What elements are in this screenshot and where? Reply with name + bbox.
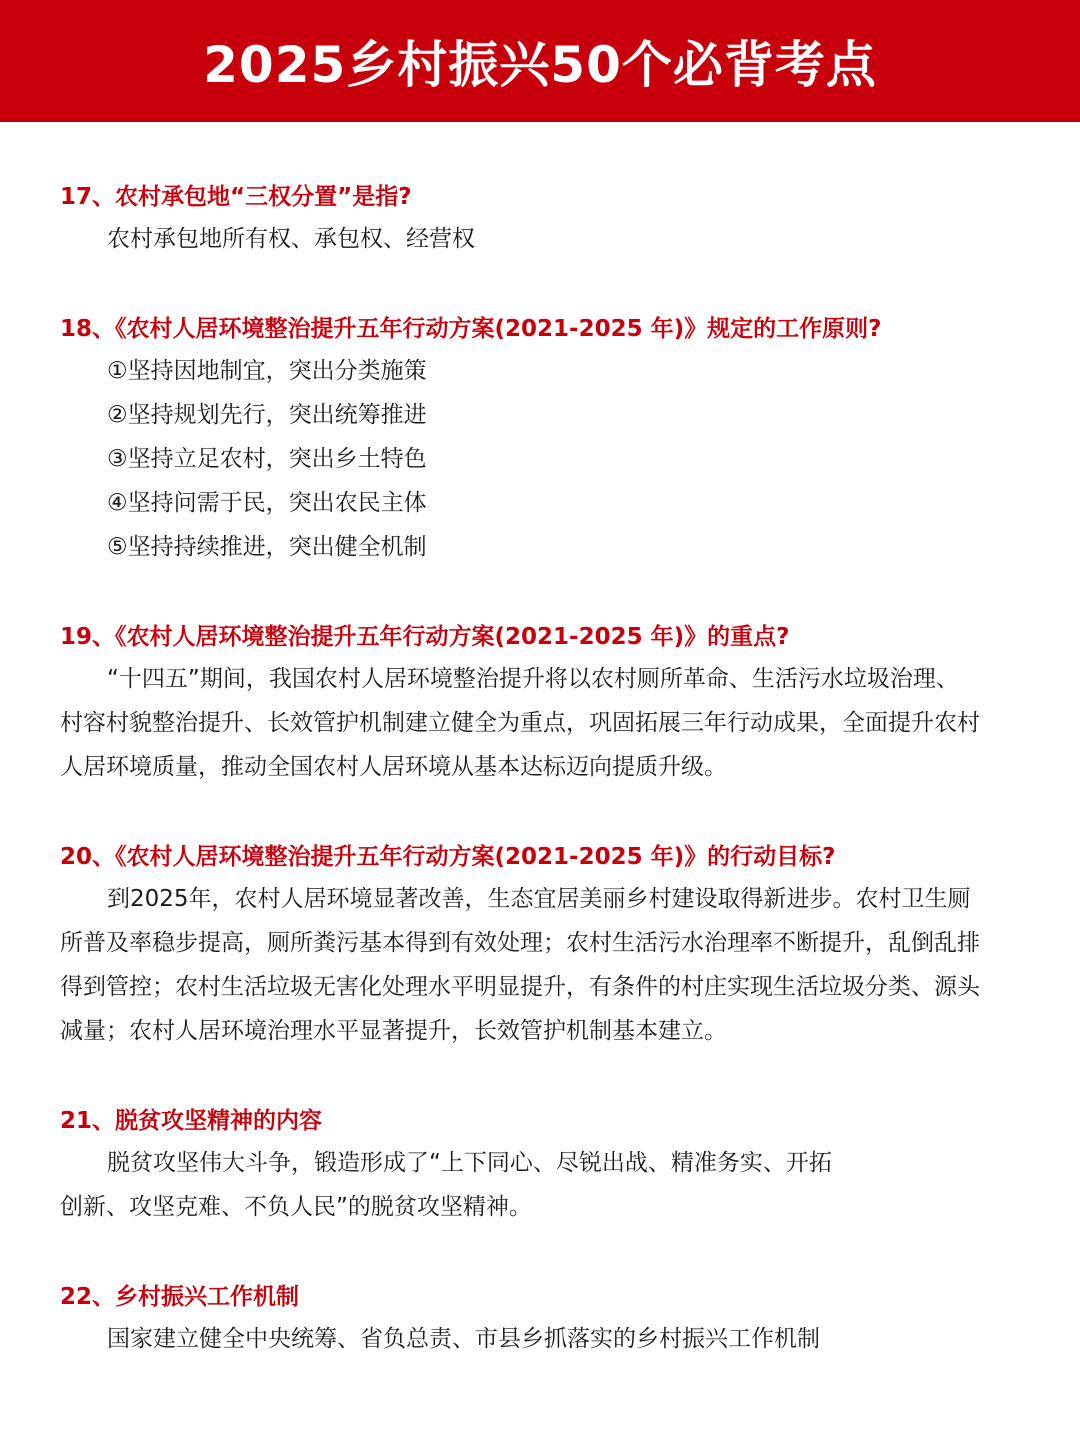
section-17 (60, 177, 1030, 261)
answer-line: “十四五”期间，我国农村人居环境整治提升将以农村厕所革命、生活污水垃圾治理、 (107, 666, 959, 692)
question-heading: 18、《农村人居环境整治提升五年行动方案(2021-2025 年)》规定的工作原则? (60, 316, 882, 342)
question-heading: 19、《农村人居环境整治提升五年行动方案(2021-2025 年)》的重点? (60, 624, 790, 650)
answer-line: 农村承包地所有权、承包权、经营权 (107, 226, 475, 252)
answer-line: ③坚持立足农村，突出乡土特色 (107, 446, 427, 472)
answer-line: ⑤坚持持续推进，突出健全机制 (107, 534, 427, 560)
header-banner (0, 0, 1080, 122)
answer-line: 村容村貌整治提升、长效管护机制建立健全为重点，巩固拓展三年行动成果，全面提升农村 (60, 710, 980, 736)
answer-line: 脱贫攻坚伟大斗争，锻造形成了“上下同心、尽锐出战、精准务实、开拓 (107, 1150, 832, 1176)
answer-line: 得到管控；农村生活垃圾无害化处理水平明显提升，有条件的村庄实现生活垃圾分类、源头 (60, 974, 980, 1000)
question-heading: 21、脱贫攻坚精神的内容 (60, 1108, 323, 1134)
question-heading: 17、农村承包地“三权分置”是指? (60, 184, 412, 210)
answer-line: ①坚持因地制宜，突出分类施策 (107, 358, 427, 384)
answer-line: ②坚持规划先行，突出统筹推进 (107, 402, 427, 428)
section-21 (60, 1101, 1030, 1229)
answer-line: 到2025年，农村人居环境显著改善，生态宜居美丽乡村建设取得新进步。农村卫生厕 (107, 886, 971, 912)
question-heading: 20、《农村人居环境整治提升五年行动方案(2021-2025 年)》的行动目标? (60, 844, 836, 870)
answer-line: 减量；农村人居环境治理水平显著提升，长效管护机制基本建立。 (60, 1018, 727, 1044)
answer-line: ④坚持问需于民，突出农民主体 (107, 490, 427, 516)
section-22 (60, 1277, 1030, 1361)
answer-line: 国家建立健全中央统筹、省负总责、市县乡抓落实的乡村振兴工作机制 (107, 1326, 820, 1352)
section-19 (60, 617, 1030, 789)
question-heading: 22、乡村振兴工作机制 (60, 1284, 300, 1310)
answer-line: 所普及率稳步提高，厕所粪污基本得到有效处理；农村生活污水治理率不断提升，乱倒乱排 (60, 930, 980, 956)
answer-line: 创新、攻坚克难、不负人民”的脱贫攻坚精神。 (60, 1194, 532, 1220)
section-20 (60, 837, 1030, 1053)
section-18 (60, 309, 1030, 569)
answer-line: 人居环境质量，推动全国农村人居环境从基本达标迈向提质升级。 (60, 754, 727, 780)
page-title: 2025乡村振兴50个必背考点 (203, 36, 877, 94)
